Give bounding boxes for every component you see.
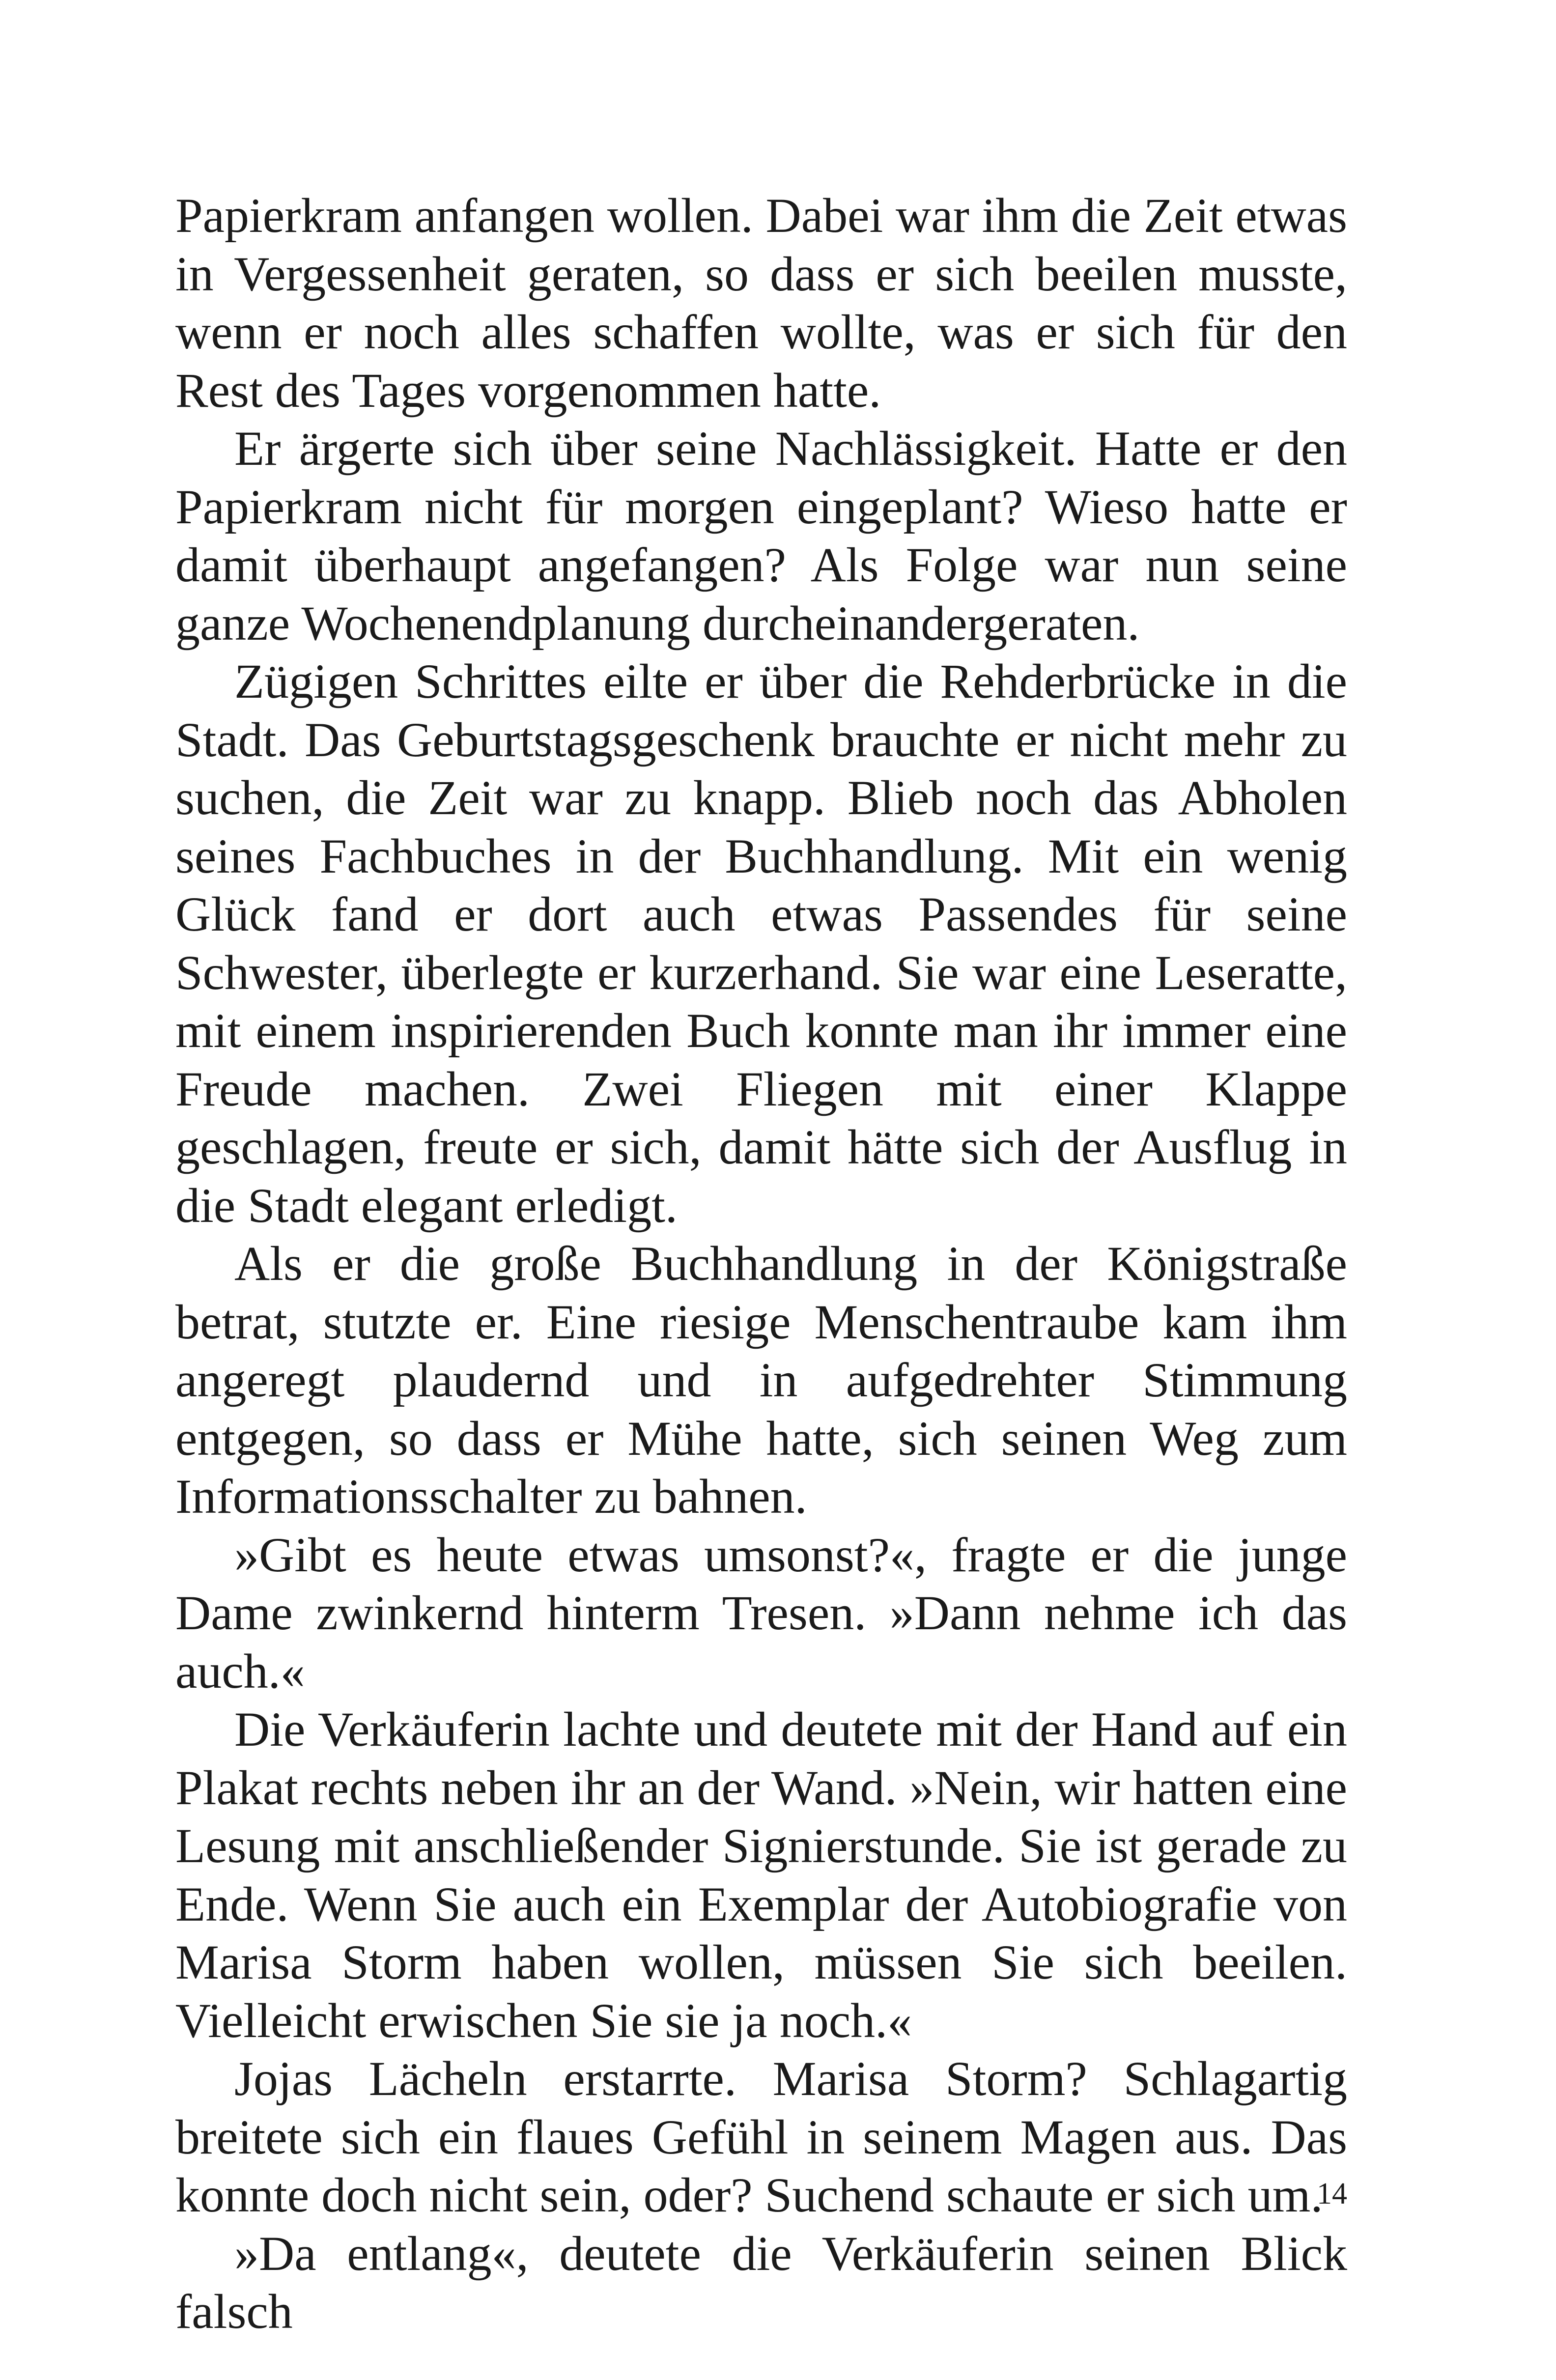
paragraph-7: Jojas Lächeln erstarrte. Marisa Storm? Schlagartig breitete sich ein flaues Gefühl in seinem Magen aus. Das konnte doch nicht sein, oder? Suchend schaute er sich um. — [175, 2051, 1347, 2222]
paragraph-8: »Da entlang«, deutete die Verkäuferin seinen Blick falsch — [175, 2226, 1347, 2339]
paragraph-6: Die Verkäuferin lachte und deutete mit der Hand auf ein Plakat rechts neben ihr an der Wand. »Nein, wir hatten eine Lesung mit anschließender Signierstunde. Sie ist gerade zu Ende. Wenn Sie auch ein Exemplar der Autobiografie von Marisa Storm haben wollen, müssen Sie sich beeilen. Vielleicht erwischen Sie sie ja noch.« — [175, 1702, 1347, 2048]
paragraph-2: Er ärgerte sich über seine Nachlässigkeit. Hatte er den Papierkram nicht für morgen eingeplant? Wieso hatte er damit überhaupt angefangen? Als Folge war nun seine ganze Wochenendplanung durcheinandergeraten. — [175, 421, 1347, 651]
paragraph-5: »Gibt es heute etwas umsonst?«, fragte er die junge Dame zwinkernd hinterm Tresen. »Dann nehme ich das auch.« — [175, 1527, 1347, 1699]
paragraph-4: Als er die große Buchhandlung in der Königstraße betrat, stutzte er. Eine riesige Menschentraube kam ihm angeregt plaudernd und in aufgedrehter Stimmung entgegen, so dass er Mühe hatte, sich seinen Weg zum Informationsschalter zu bahnen. — [175, 1236, 1347, 1524]
paragraph-3: Zügigen Schrittes eilte er über die Rehderbrücke in die Stadt. Das Geburtstagsgeschenk brauchte er nicht mehr zu suchen, die Zeit war zu knapp. Blieb noch das Abholen seines Fachbuches in der Buchhandlung. Mit ein wenig Glück fand er dort auch etwas Passendes für seine Schwester, überlegte er kurzerhand. Sie war eine Leseratte, mit einem inspirierenden Buch konnte man ihr immer eine Freude machen. Zwei Fliegen mit einer Klappe geschlagen, freute er sich, damit hätte sich der Ausflug in die Stadt elegant erledigt. — [175, 654, 1347, 1233]
paragraph-1: Papierkram anfangen wollen. Dabei war ihm die Zeit etwas in Vergessenheit geraten, so dass er sich beeilen musste, wenn er noch alles schaffen wollte, was er sich für den Rest des Tages vorgenommen hatte. — [175, 188, 1347, 418]
body-text — [175, 187, 1347, 2341]
page-number: 14 — [1317, 2177, 1347, 2210]
